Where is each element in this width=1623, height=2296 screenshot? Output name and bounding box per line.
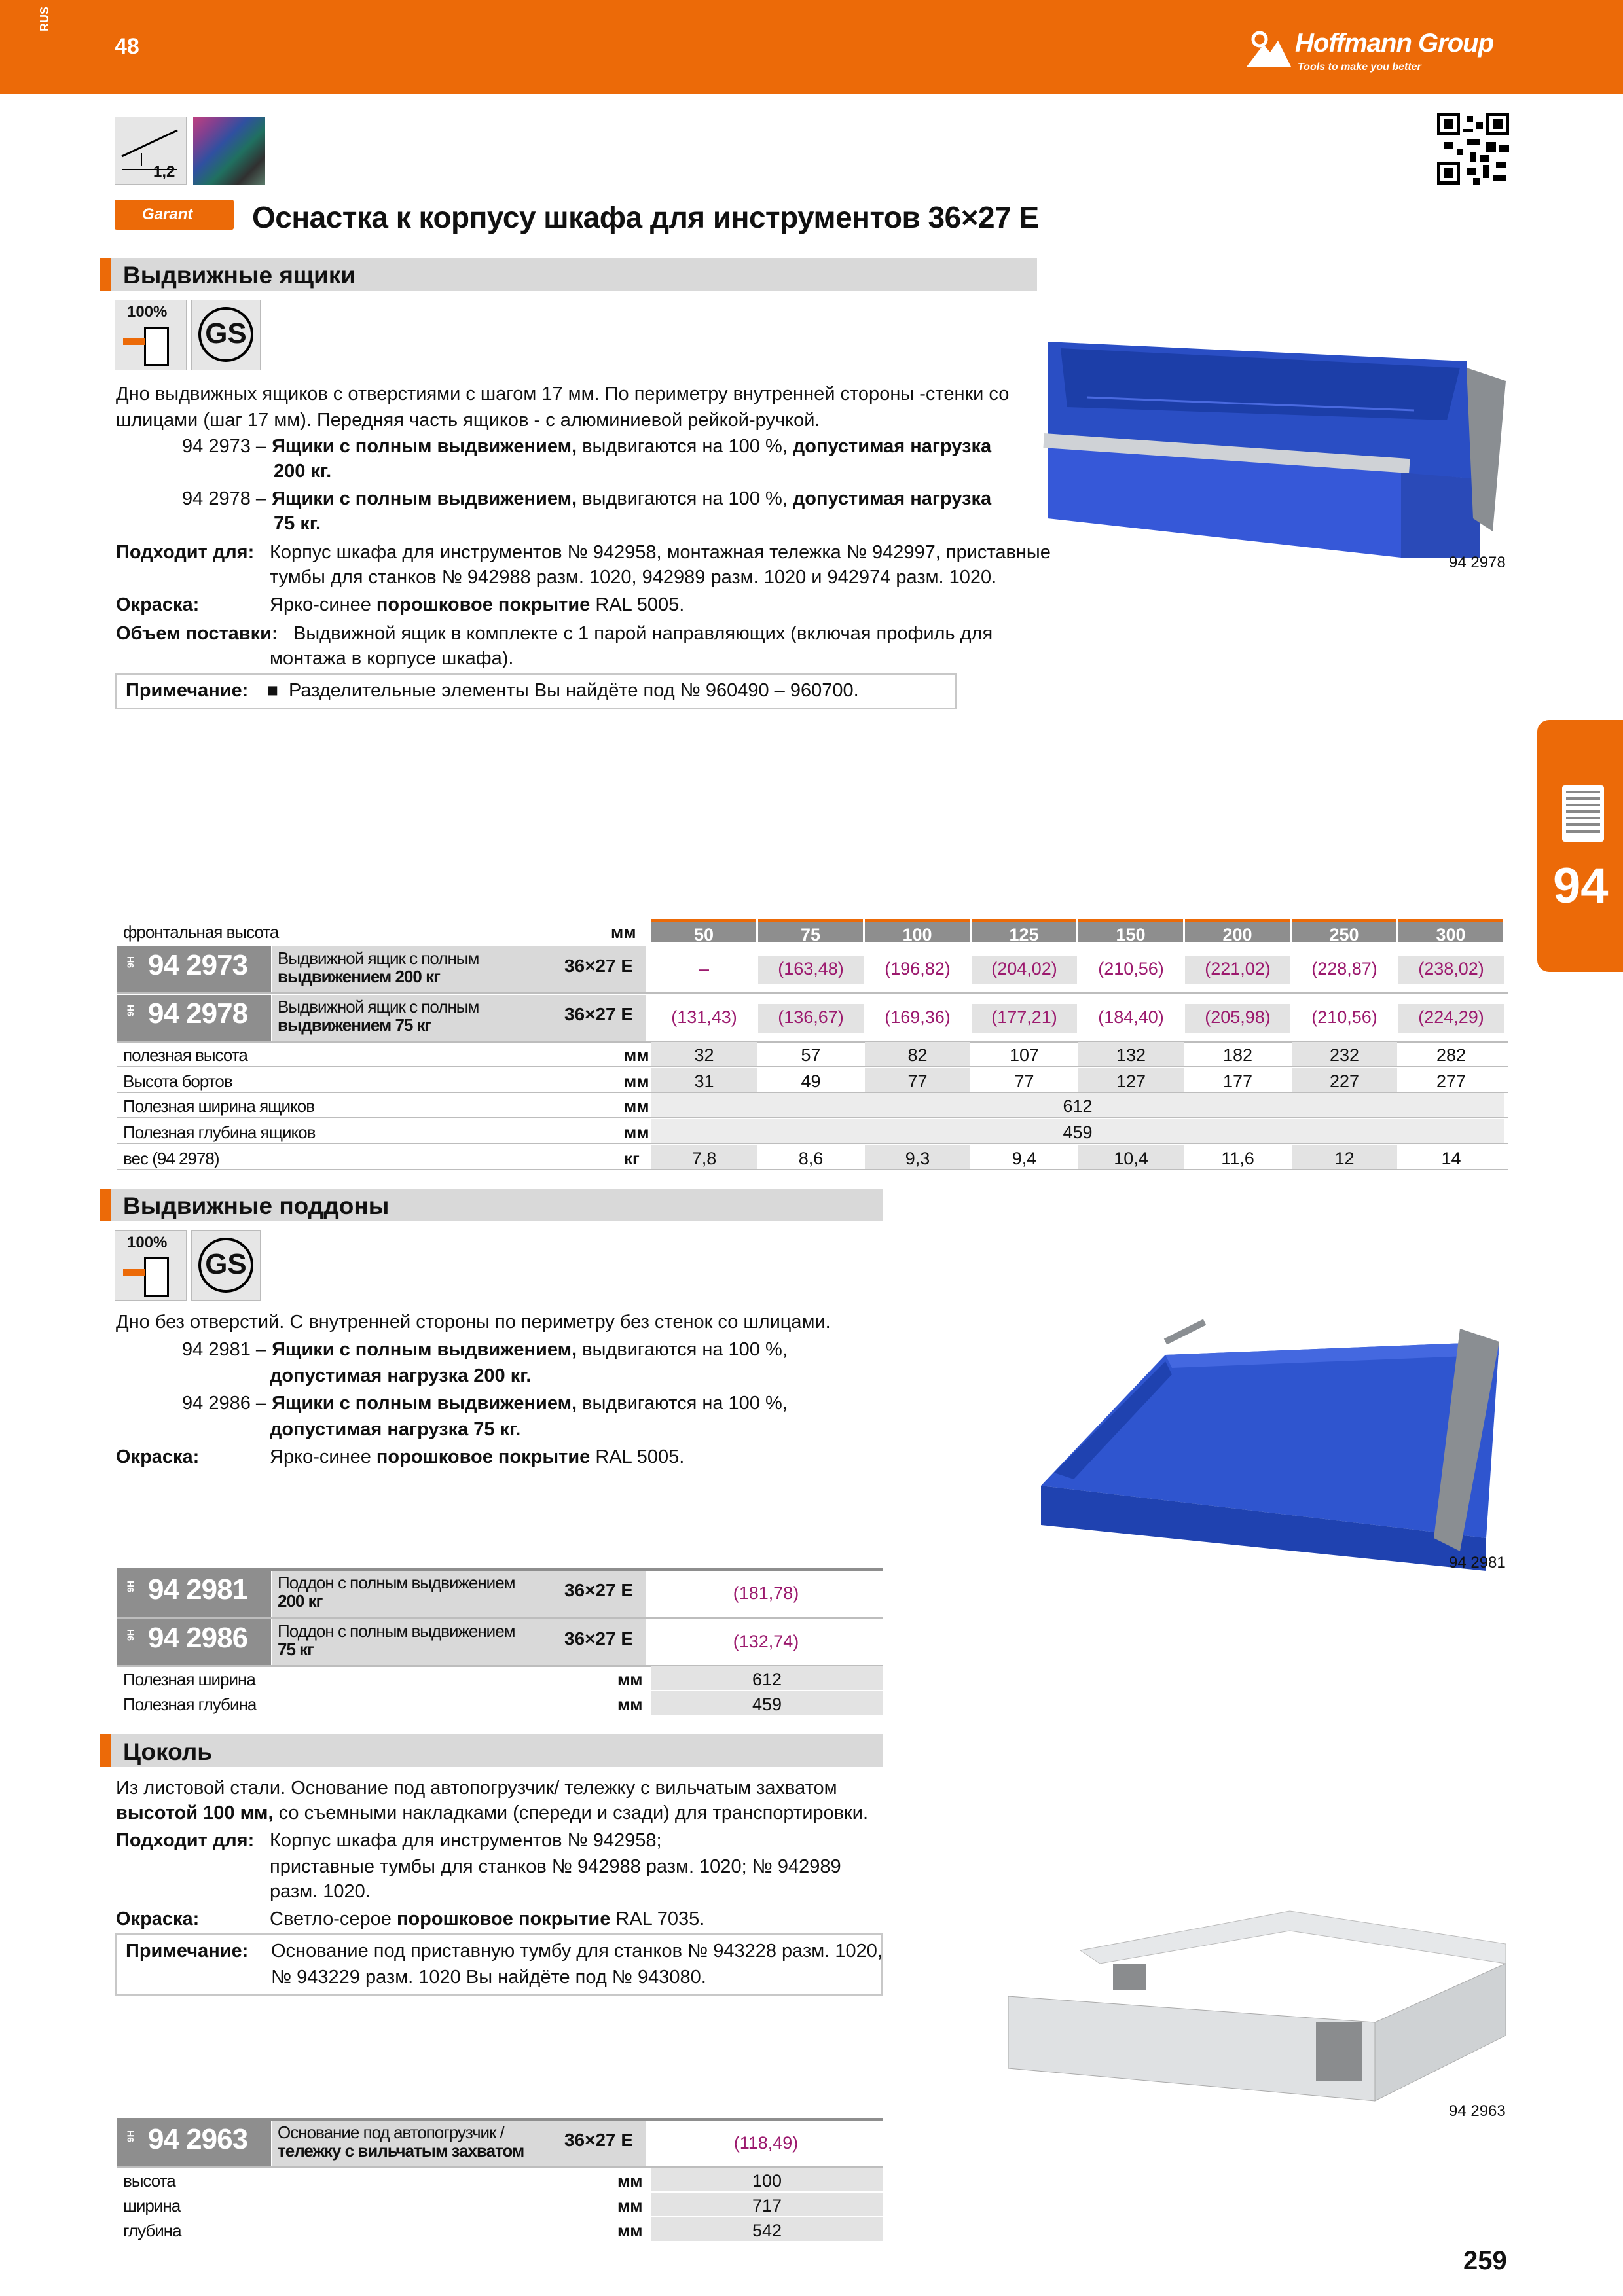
useful-height-row-value: 232	[1292, 1042, 1397, 1066]
useful-depth-row-label: Полезная глубина ящиков	[123, 1122, 316, 1142]
side-height-row-value: 177	[1222, 1071, 1253, 1091]
drawers-supply-1: Выдвижной ящик в комплекте с 1 парой направляющих (включая профиль для	[293, 623, 993, 644]
weight-row-value: 11,6	[1221, 1149, 1254, 1168]
drawers-fits-1: Корпус шкафа для инструментов № 942958, монтажная тележка № 942997, приставные	[270, 542, 1051, 563]
article-price: (224,29)	[1398, 1004, 1504, 1033]
side-height-row-value: 277	[1436, 1071, 1467, 1091]
drawers-paint: Ярко-синее порошковое покрытие RAL 5005.	[270, 594, 685, 615]
plinth-image	[1002, 1892, 1512, 2114]
drawers-item-1: 94 2973 – Ящики с полным выдвижением, выдвигаются на 100 %, допустимая нагрузка	[182, 436, 992, 457]
article-942986-price: (132,74)	[733, 1632, 799, 1651]
front-height-value: 75	[758, 919, 863, 942]
article-942986-desc-line-2: 75 кг	[278, 1640, 314, 1659]
tray-depth-row-value: 459	[651, 1691, 883, 1715]
plinth-image-caption: 94 2963	[1449, 2102, 1506, 2120]
drawers-fits-2: тумбы для станков № 942988 разм. 1020, 942989 разм. 1020 и 942974 разм. 1020.	[270, 567, 997, 588]
plinth-fits-label: Подходит для:	[116, 1830, 255, 1851]
article-price: (131,43)	[671, 1007, 737, 1027]
hoffmann-logo-icon	[1244, 30, 1292, 69]
tray-gs-mark-icon: GS	[191, 1230, 261, 1301]
article-price: (136,67)	[758, 1004, 864, 1033]
drawers-fits-label: Подходит для:	[116, 542, 255, 563]
article-price: (210,56)	[1311, 1007, 1377, 1027]
trays-item-1: 94 2981 – Ящики с полным выдвижением, выдвигаются на 100 %,	[182, 1339, 788, 1360]
article-942981-rule	[117, 1617, 883, 1619]
plinth-fits-3: разм. 1020.	[270, 1881, 371, 1902]
article-942963-size: 36×27 E	[551, 2121, 646, 2166]
useful-depth-row-unit: мм	[624, 1122, 649, 1142]
article-942986-desc-line-1: Поддон с полным выдвижением	[278, 1621, 515, 1641]
chapter-number: 94	[1553, 858, 1609, 914]
plinth-note-text-1: Основание под приставную тумбу для станков № 943228 разм. 1020,	[271, 1941, 883, 1962]
plinth-width-row	[117, 2193, 883, 2217]
plinth-height-row-value: 100	[651, 2168, 883, 2191]
article-price: (228,87)	[1311, 959, 1377, 978]
plinth-note-label: Примечание:	[126, 1941, 249, 1962]
article-price: (238,02)	[1398, 956, 1504, 984]
article-942963	[117, 2121, 271, 2166]
useful-width-row-value: 612	[651, 1093, 1504, 1117]
article-942981-desc	[272, 1571, 551, 1617]
article-code: 94 2986	[148, 1622, 248, 1654]
weight-row-value: 9,3	[865, 1145, 970, 1169]
weight-row-value: 10,4	[1078, 1145, 1184, 1169]
side-height-row	[117, 1068, 1508, 1093]
drawers-supply-2: монтажа в корпусе шкафа).	[270, 648, 514, 669]
useful-height-row-unit: мм	[624, 1045, 649, 1065]
article-code: 94 2978	[148, 997, 248, 1030]
plinth-height-row-label: высота	[123, 2171, 175, 2191]
article-code: 94 2963	[148, 2123, 248, 2155]
side-height-row-value: 49	[801, 1071, 821, 1091]
plinth-height-row-unit: мм	[617, 2171, 643, 2191]
useful-depth-row-value: 459	[651, 1119, 1504, 1143]
drawer-image	[1008, 322, 1506, 558]
article-price: (184,40)	[1098, 1007, 1164, 1027]
article-942986	[117, 1619, 271, 1665]
plinth-paint: Светло-серое порошковое покрытие RAL 7035.	[270, 1909, 705, 1929]
article-942963-price: (118,49)	[733, 2133, 799, 2153]
article-desc-line-2: выдвижением 75 кг	[278, 1015, 431, 1035]
article-desc-line-2: выдвижением 200 кг	[278, 967, 440, 986]
weight-row	[117, 1145, 1508, 1170]
front-height-value: 150	[1078, 919, 1183, 942]
article-code: 94 2981	[148, 1573, 248, 1605]
page-number-top: 48	[115, 34, 139, 59]
drawers-note-text: Разделительные элементы Вы найдёте под № 960490 – 960700.	[289, 680, 859, 701]
plinth-height-row	[117, 2168, 883, 2193]
side-height-row-value: 227	[1292, 1068, 1397, 1092]
hoffmann-logo	[1244, 22, 1519, 77]
tray-depth-row-unit: мм	[617, 1695, 643, 1714]
article-942963-desc-line-1: Основание под автопогрузчик /	[278, 2123, 504, 2142]
useful-height-row-value: 32	[651, 1042, 757, 1066]
article-prefix: 9H	[124, 2130, 136, 2142]
plinth-width-row-unit: мм	[617, 2196, 643, 2215]
article-price: (169,36)	[884, 1007, 951, 1027]
plinth-depth-row-label: глубина	[123, 2221, 181, 2240]
plinth-desc-2: высотой 100 мм, со съемными накладками (спереди и сзади) для транспортировки.	[116, 1803, 869, 1823]
article-942973	[117, 946, 271, 992]
trays-item-2-load: допустимая нагрузка 75 кг.	[270, 1419, 521, 1440]
article-desc-line-1: Выдвижной ящик с полным	[278, 997, 479, 1016]
trays-image-caption: 94 2981	[1449, 1554, 1506, 1571]
article-code: 94 2973	[148, 949, 248, 981]
side-height-row-value: 127	[1078, 1068, 1184, 1092]
article-price: (177,21)	[972, 1004, 1077, 1033]
drawers-note-label: Примечание:	[126, 680, 249, 701]
drawers-note: Примечание: ■ Разделительные элементы Вы найдёте под № 960490 – 960700.	[115, 673, 957, 709]
page-title: Оснастка к корпусу шкафа для инструментов 36×27 E	[252, 200, 1039, 234]
tray-depth-row	[117, 1691, 883, 1716]
plinth-width-row-label: ширина	[123, 2196, 181, 2215]
article-price: (210,56)	[1098, 959, 1164, 978]
useful-height-row-value: 57	[801, 1045, 821, 1065]
side-height-row-value: 77	[865, 1068, 970, 1092]
useful-height-row-value: 282	[1436, 1045, 1467, 1065]
front-height-value: 100	[865, 919, 970, 942]
language-label: RUS	[38, 6, 51, 31]
drawers-desc-2: шлицами (шаг 17 мм). Передняя часть ящиков - с алюминиевой рейкой-ручкой.	[116, 410, 820, 431]
article-price: (196,82)	[884, 959, 951, 978]
tray-width-row-label: Полезная ширина	[123, 1670, 255, 1689]
article-size: 36×27 E	[551, 946, 646, 992]
plinth-depth-row-unit: мм	[617, 2221, 643, 2240]
article-price: (205,98)	[1185, 1004, 1290, 1033]
useful-height-row-value: 182	[1222, 1045, 1253, 1065]
gs-mark-icon: GS	[191, 300, 261, 370]
plinth-fits-1: Корпус шкафа для инструментов № 942958;	[270, 1830, 662, 1851]
article-942978	[117, 995, 271, 1041]
drawer-cabinet-icon	[1562, 785, 1604, 842]
useful-height-row-value: 107	[1009, 1045, 1040, 1065]
front-height-value: 125	[972, 919, 1076, 942]
article-942963-desc	[272, 2121, 551, 2166]
front-height-row	[117, 919, 1508, 944]
tray-full-extension-icon: 100%	[115, 1230, 187, 1301]
trays-item-2: 94 2986 – Ящики с полным выдвижением, выдвигаются на 100 %,	[182, 1393, 788, 1414]
drawers-supply-label: Объем поставки:	[116, 623, 278, 644]
plinth-fits-2: приставные тумбы для станков № 942988 разм. 1020; № 942989	[270, 1856, 841, 1877]
useful-height-row-value: 132	[1078, 1042, 1184, 1066]
weight-row-value: 7,8	[651, 1145, 757, 1169]
useful-height-row	[117, 1042, 1508, 1067]
article-prefix: 9H	[124, 1581, 136, 1592]
trays-paint-label: Окраска:	[116, 1446, 200, 1467]
weight-row-value: 12	[1292, 1145, 1397, 1169]
article-desc	[272, 946, 551, 992]
section-heading-trays: Выдвижные поддоны	[100, 1189, 883, 1221]
qr-code-icon	[1437, 113, 1509, 185]
front-height-value: 300	[1398, 919, 1503, 942]
article-942981-desc-line-1: Поддон с полным выдвижением	[278, 1573, 515, 1592]
article-desc	[272, 995, 551, 1041]
weight-row-value: 8,6	[798, 1149, 824, 1168]
article-price: (163,48)	[758, 956, 864, 984]
article-rule	[117, 992, 1508, 994]
chapter-tab	[1537, 720, 1623, 972]
trays-item-1-load: допустимая нагрузка 200 кг.	[270, 1365, 532, 1386]
weight-row-value: 9,4	[1012, 1149, 1037, 1168]
article-prefix: 9H	[124, 956, 136, 968]
useful-width-row-rule	[117, 1117, 1508, 1118]
article-desc-line-1: Выдвижной ящик с полным	[278, 948, 479, 968]
article-prefix: 9H	[124, 1005, 136, 1016]
brand-name: Hoffmann Group	[1295, 29, 1494, 58]
tray-image	[1002, 1316, 1512, 1577]
front-height-value: 200	[1185, 919, 1290, 942]
plinth-note-text-2: № 943229 разм. 1020 Вы найдёте под № 943080.	[271, 1967, 706, 1988]
front-height-value: 50	[651, 919, 756, 942]
color-swatch-icon	[193, 117, 265, 185]
article-942981-desc-line-2: 200 кг	[278, 1591, 323, 1611]
article-942963-desc-line-2: тележку с вильчатым захватом	[278, 2141, 524, 2161]
page-number-bottom: 259	[1463, 2246, 1507, 2275]
front-height-value: 250	[1292, 919, 1396, 942]
useful-width-row	[117, 1093, 1508, 1118]
front-height-label: фронтальная высота	[123, 922, 279, 942]
useful-height-row-rule	[117, 1066, 1508, 1067]
weight-row-label: вес (94 2978)	[123, 1149, 219, 1168]
side-height-row-value: 77	[1014, 1071, 1034, 1091]
tray-depth-row-label: Полезная глубина	[123, 1695, 257, 1714]
thickness-value: 1,2	[153, 163, 175, 181]
article-942981	[117, 1571, 271, 1617]
article-size: 36×27 E	[551, 995, 646, 1041]
tray-width-row	[117, 1666, 883, 1691]
plinth-paint-label: Окраска:	[116, 1909, 200, 1929]
garant-logo: Garant	[115, 200, 234, 230]
weight-row-unit: кг	[624, 1149, 640, 1168]
useful-depth-row	[117, 1119, 1508, 1144]
useful-height-row-label: полезная высота	[123, 1045, 247, 1065]
tray-width-row-unit: мм	[617, 1670, 643, 1689]
plinth-width-row-value: 717	[651, 2193, 883, 2216]
article-942981-price: (181,78)	[733, 1583, 799, 1603]
article-price: (221,02)	[1185, 956, 1290, 984]
drawers-item-2-load: 75 кг.	[274, 513, 321, 534]
plinth-depth-row-value: 542	[651, 2217, 883, 2241]
article-price: (204,02)	[972, 956, 1077, 984]
thickness-icon	[115, 117, 187, 185]
article-prefix: 9H	[124, 1629, 136, 1641]
article-942986-desc	[272, 1619, 551, 1665]
tray-width-row-value: 612	[651, 1666, 883, 1690]
useful-height-row-value: 82	[865, 1042, 970, 1066]
full-extension-icon: 100%	[115, 300, 187, 370]
drawers-desc-1: Дно выдвижных ящиков с отверстиями с шагом 17 мм. По периметру внутренней стороны -стенки со	[116, 384, 1010, 404]
side-height-row-unit: мм	[624, 1071, 649, 1091]
drawers-image-caption: 94 2978	[1449, 554, 1506, 571]
weight-row-value: 14	[1441, 1149, 1461, 1168]
side-height-row-label: Высота бортов	[123, 1071, 232, 1091]
side-height-row-value: 31	[651, 1068, 757, 1092]
drawers-item-2: 94 2978 – Ящики с полным выдвижением, выдвигаются на 100 %, допустимая нагрузка	[182, 488, 992, 509]
drawers-paint-label: Окраска:	[116, 594, 200, 615]
plinth-note	[115, 1933, 883, 1996]
article-942986-size: 36×27 E	[551, 1619, 646, 1665]
useful-width-row-unit: мм	[624, 1096, 649, 1116]
trays-paint: Ярко-синее порошковое покрытие RAL 5005.	[270, 1446, 685, 1467]
front-height-unit: мм	[611, 922, 636, 942]
plinth-depth-row	[117, 2217, 883, 2242]
brand-tagline: Tools to make you better	[1298, 62, 1421, 73]
section-heading-plinth: Цоколь	[100, 1734, 883, 1767]
useful-depth-row-rule	[117, 1143, 1508, 1144]
useful-width-row-label: Полезная ширина ящиков	[123, 1096, 315, 1116]
section-heading-drawers: Выдвижные ящики	[100, 258, 1037, 291]
article-price: –	[699, 959, 710, 978]
article-942981-size: 36×27 E	[551, 1571, 646, 1617]
trays-desc: Дно без отверстий. С внутренней стороны по периметру без стенок со шлицами.	[116, 1312, 831, 1333]
drawers-item-1-load: 200 кг.	[274, 461, 332, 482]
plinth-desc-1: Из листовой стали. Основание под автопогрузчик/ тележку с вильчатым захватом	[116, 1778, 837, 1799]
weight-row-rule	[117, 1169, 1508, 1170]
